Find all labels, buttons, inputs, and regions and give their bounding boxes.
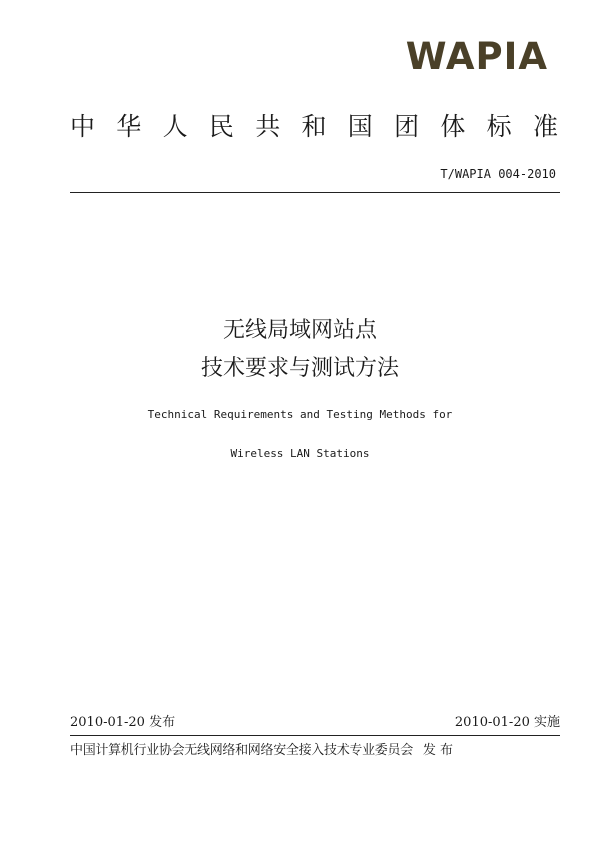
footer-divider [70,735,560,736]
standard-title-char: 准 [532,112,558,141]
standard-title-char: 民 [208,112,234,141]
standard-title-char: 共 [255,112,281,141]
standard-title-char: 中 [70,112,96,141]
chinese-title-line-2: 技术要求与测试方法 [200,356,399,381]
wapia-logo: WAPIA [405,35,548,78]
standard-title-char: 国 [347,112,373,141]
standard-number: T/WAPIA 004-2010 [440,167,556,181]
english-title-line-2: Wireless LAN Stations [230,447,370,460]
english-title-line-1: Technical Requirements and Testing Methods for [147,408,453,421]
standard-title-char: 华 [116,112,142,141]
publisher-organization: 中国计算机行业协会无线网络和网络安全接入技术专业委员会 [70,743,413,758]
publisher-action: 发 布 [422,743,454,758]
chinese-title-line-1: 无线局域网站点 [222,318,377,343]
issue-date: 2010-01-20 发布 [70,715,176,730]
standard-title-char: 和 [301,112,327,141]
standard-category-title [70,114,558,139]
header-divider [70,192,560,193]
implementation-date: 2010-01-20 实施 [454,715,560,730]
standard-title-char: 人 [162,112,188,141]
standard-title-char: 标 [486,112,512,141]
standard-title-char: 体 [440,112,466,141]
standard-title-char: 团 [394,112,420,141]
publisher-line [70,744,453,757]
